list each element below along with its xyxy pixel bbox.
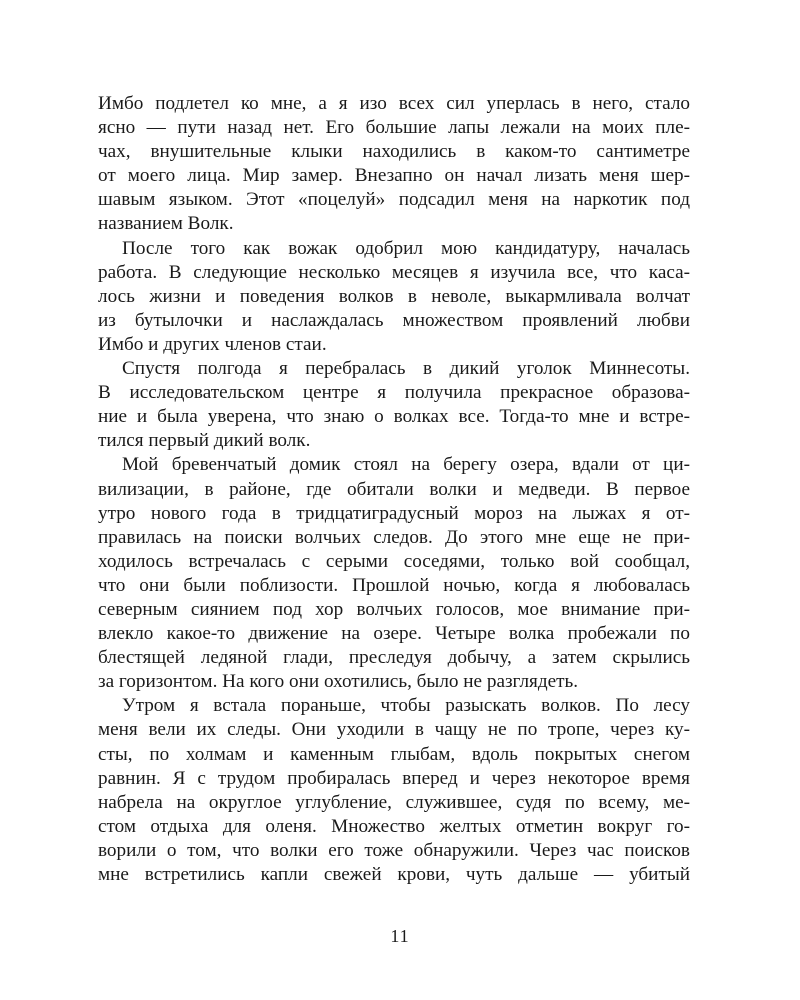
text-line: Утром я встала пораньше, чтобы разыскать волков. По лесу bbox=[122, 695, 690, 717]
text-line: ходилось встречалась с серыми соседями, только вой сообщал, bbox=[98, 550, 690, 572]
text-line: чах, внушительные клыки находились в каком-то сантиметре bbox=[98, 141, 690, 163]
text-line: влекло какое-то движение на озере. Четыре волка пробежали по bbox=[98, 623, 690, 645]
text-line: лось жизни и поведения волков в неволе, выкармливала волчат bbox=[98, 285, 690, 307]
text-line: меня вели их следы. Они уходили в чащу не по тропе, через ку- bbox=[98, 719, 690, 741]
text-line: ние и была уверена, что знаю о волках все. Тогда-то мне и встре- bbox=[98, 406, 690, 428]
text-line: мне встретились капли свежей крови, чуть дальше — убитый bbox=[98, 864, 690, 885]
text-line: Спустя полгода я перебралась в дикий уголок Миннесоты. bbox=[122, 358, 690, 380]
text-line: вилизации, в районе, где обитали волки и медведи. В первое bbox=[98, 478, 690, 500]
text-line: правилась на поиски волчьих следов. До этого мне еще не при- bbox=[98, 526, 690, 548]
text-line: утро нового года в тридцатиградусный мороз на лыжах я от- bbox=[98, 502, 690, 524]
text-line: Имбо и других членов стаи. bbox=[98, 333, 327, 355]
text-line: Имбо подлетел ко мне, а я изо всех сил уперлась в него, стало bbox=[98, 93, 690, 114]
text-line: ворили о том, что волки его тоже обнаружили. Через час поисков bbox=[98, 839, 690, 861]
text-line: из бутылочки и наслаждалась множеством проявлений любви bbox=[98, 309, 690, 331]
text-line: блестящей ледяной глади, преследуя добычу, а затем скрылись bbox=[98, 647, 690, 669]
text-line: тился первый дикий волк. bbox=[98, 430, 311, 452]
text-line: стом отдыха для оленя. Множество желтых отметин вокруг го- bbox=[98, 815, 690, 837]
paragraph bbox=[98, 92, 690, 237]
text-line: северным сиянием под хор волчьих голосов, мое внимание при- bbox=[98, 598, 690, 620]
text-line: названием Волк. bbox=[98, 213, 234, 235]
text-line: от моего лица. Мир замер. Внезапно он начал лизать меня шер- bbox=[98, 165, 690, 187]
page-number: 11 bbox=[390, 926, 410, 946]
paragraph bbox=[98, 237, 690, 357]
text-line: за горизонтом. На кого они охотились, было не разглядеть. bbox=[98, 671, 579, 693]
text-line: равнин. Я с трудом пробиралась вперед и через некоторое время bbox=[98, 767, 690, 789]
paragraph bbox=[98, 694, 690, 887]
body-text bbox=[98, 92, 690, 887]
text-line: Мой бревенчатый домик стоял на берегу озера, вдали от ци- bbox=[122, 454, 690, 476]
text-line: что они были поблизости. Прошлой ночью, когда я любовалась bbox=[98, 574, 690, 596]
text-line: После того как вожак одобрил мою кандидатуру, началась bbox=[122, 237, 690, 259]
text-line: В исследовательском центре я получила прекрасное образова- bbox=[98, 382, 690, 404]
text-line: ясно — пути назад нет. Его большие лапы лежали на моих пле- bbox=[98, 117, 690, 139]
paragraph bbox=[98, 357, 690, 453]
paragraph bbox=[98, 453, 690, 694]
text-line: набрела на округлое углубление, служившее, судя по всему, ме- bbox=[98, 791, 690, 813]
text-line: сты, по холмам и каменным глыбам, вдоль покрытых снегом bbox=[98, 743, 690, 765]
text-line: работа. В следующие несколько месяцев я изучила все, что каса- bbox=[98, 261, 690, 283]
text-line: шавым языком. Этот «поцелуй» подсадил меня на наркотик под bbox=[98, 189, 690, 211]
